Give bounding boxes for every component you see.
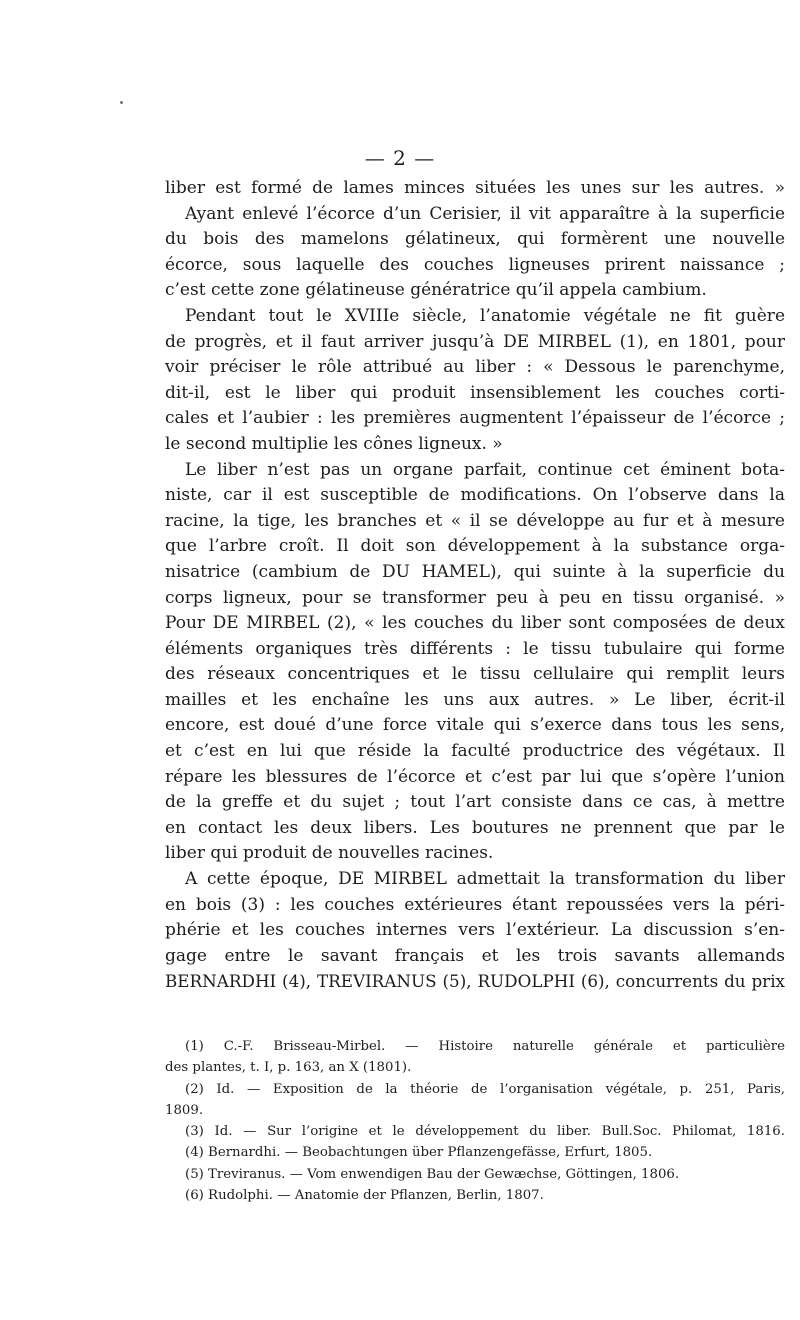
text-line: encore, est doué d’une force vitale qui s’exerce dans tous les sens, <box>165 715 785 736</box>
footnote-line: (6) Rudolphi. — Anatomie der Pflanzen, Berlin, 1807. <box>185 1188 544 1204</box>
text-line: c’est cette zone gélatineuse génératrice qu’il appela cambium. <box>165 280 707 301</box>
text-line: et c’est en lui que réside la faculté productrice des végétaux. Il <box>165 741 785 762</box>
text-line: cales et l’aubier : les premières augmentent l’épaisseur de l’écorce ; <box>165 408 785 429</box>
text-line: de la greffe et du sujet ; tout l’art consiste dans ce cas, à mettre <box>165 792 785 813</box>
scan-speck <box>120 101 123 104</box>
text-line: en contact les deux libers. Les boutures ne prennent que par le <box>165 817 785 838</box>
footnote-line: (4) Bernardhi. — Beobachtungen über Pflanzengefässe, Erfurt, 1805. <box>185 1145 653 1161</box>
text-line: écorce, sous laquelle des couches ligneuses prirent naissance ; <box>165 254 785 275</box>
text-line: niste, car il est susceptible de modifications. On l’observe dans la <box>165 485 785 506</box>
text-line: éléments organiques très différents : le tissu tubulaire qui forme <box>165 638 785 659</box>
footnote-line: (1) C.-F. Brisseau-Mirbel. — Histoire naturelle générale et particulière <box>185 1039 785 1054</box>
text-line: racine, la tige, les branches et « il se développe au fur et à mesure <box>165 510 785 531</box>
text-line: Pendant tout le XVIIIe siècle, l’anatomie végétale ne fit guère <box>185 305 785 326</box>
footnote-line: des plantes, t. I, p. 163, an X (1801). <box>165 1060 412 1076</box>
text-line: que l’arbre croît. Il doit son développement à la substance orga- <box>165 536 785 557</box>
text-line: phérie et les couches internes vers l’extérieur. La discussion s’en- <box>165 920 785 941</box>
footnote-line: (2) Id. — Exposition de la théorie de l’organisation végétale, p. 251, Paris, <box>185 1081 785 1097</box>
text-line: Le liber n’est pas un organe parfait, continue cet éminent bota- <box>185 459 785 480</box>
footnote-line: (5) Treviranus. — Vom enwendigen Bau der Gewæchse, Göttingen, 1806. <box>185 1166 680 1182</box>
text-line: du bois des mamelons gélatineux, qui formèrent une nouvelle <box>165 229 785 250</box>
page-number: — 2 — <box>364 146 436 170</box>
text-line: corps ligneux, pour se transformer peu à peu en tissu organisé. » <box>165 587 785 608</box>
text-line: voir préciser le rôle attribué au liber : « Dessous le parenchyme, <box>165 357 785 378</box>
text-line: A cette époque, DE MIRBEL admettait la transformation du liber <box>185 869 785 890</box>
footnotes <box>165 1036 785 1206</box>
body-text <box>165 176 785 995</box>
text-line: répare les blessures de l’écorce et c’est par lui que s’opère l’union <box>165 766 785 787</box>
text-line: nisatrice (cambium de DU HAMEL), qui suinte à la superficie du <box>165 561 785 582</box>
text-line: mailles et les enchaîne les uns aux autres. » Le liber, écrit-il <box>165 689 785 710</box>
text-line: des réseaux concentriques et le tissu cellulaire qui remplit leurs <box>165 664 785 685</box>
text-line: Ayant enlevé l’écorce d’un Cerisier, il vit apparaître à la superficie <box>185 203 785 224</box>
footnote-line: (3) Id. — Sur l’origine et le développement du liber. Bull.Soc. Philomat, 1816. <box>185 1124 785 1140</box>
text-line: dit-il, est le liber qui produit insensiblement les couches corti- <box>165 382 785 403</box>
text-line: le second multiplie les cônes ligneux. » <box>165 433 503 454</box>
text-line: gage entre le savant français et les trois savants allemands <box>165 945 785 966</box>
text-line: liber qui produit de nouvelles racines. <box>165 843 494 864</box>
text-line: BERNARDHI (4), TREVIRANUS (5), RUDOLPHI (6), concurrents du prix <box>165 971 785 992</box>
text-line: de progrès, et il faut arriver jusqu’à DE MIRBEL (1), en 1801, pour <box>165 331 785 352</box>
text-line: Pour DE MIRBEL (2), « les couches du liber sont composées de deux <box>165 613 785 634</box>
text-line: en bois (3) : les couches extérieures étant repoussées vers la péri- <box>165 894 785 915</box>
text-line: liber est formé de lames minces situées les unes sur les autres. » <box>165 178 785 198</box>
footnote-line: 1809. <box>165 1102 204 1118</box>
